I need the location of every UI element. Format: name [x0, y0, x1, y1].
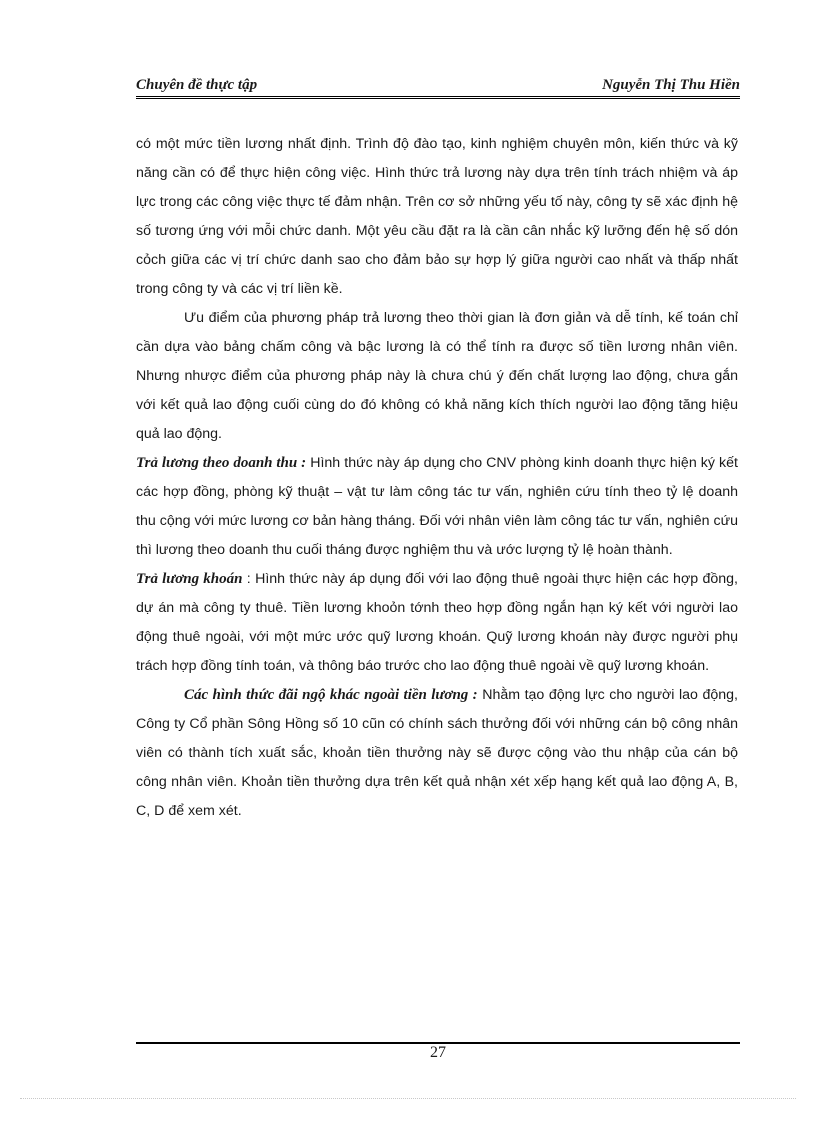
page-number: 27 — [430, 1044, 446, 1061]
header-title: Chuyên đề thực tập — [136, 77, 258, 93]
paragraph-3 — [136, 449, 738, 565]
paragraph-1: có một mức tiền lương nhất định. Trình độ đào tạo, kinh nghiệm chuyên môn, kiến thức và kỹ năng cần có để thực hiện công việc. Hình thức trả lương này dựa trên tính trách nhiệm và áp lực trong các công việc thực tế đảm nhận. Trên cơ sở những yếu tố này, công ty sẽ xác định hệ số tương ứng với mỗi chức danh. Một yêu cầu đặt ra là cần cân nhắc kỹ lưỡng đến hệ số dón cỏch giữa các vị trí chức danh sao cho đảm bảo sự hợp lý giữa người cao nhất và thấp nhất trong công ty và các vị trí liền kề. — [136, 136, 738, 297]
paragraph-3-text: Hình thức này áp dụng cho CNV phòng kinh doanh thực hiện ký kết các hợp đồng, phòng kỹ thuật – vật tư làm công tác tư vấn, nghiên cứu tính theo tỷ lệ doanh thu cộng với mức lương cơ bản hàng tháng. Đối với nhân viên làm công tác tư vấn, nghiên cứu thì lương theo doanh thu cuối tháng được nghiệm thu và ước lượng tỷ lệ hoàn thành. — [136, 455, 738, 558]
document-body — [136, 130, 738, 826]
page-header — [136, 70, 740, 99]
paragraph-5 — [136, 681, 738, 826]
paragraph-5-text: Nhằm tạo động lực cho người lao động, Công ty Cổ phần Sông Hồng số 10 cũn có chính sách thưởng đối với những cán bộ công nhân viên có thành tích xuất sắc, khoản tiền thưởng này sẽ được cộng vào thu nhập của cán bộ công nhân viên. Khoản tiền thưởng dựa trên kết quả nhận xét xếp hạng kết quả lao động A, B, C, D để xem xét. — [136, 687, 738, 819]
paragraph-2: Ưu điểm của phương pháp trả lương theo thời gian là đơn giản và dễ tính, kế toán chỉ cần dựa vào bảng chấm công và bậc lương là có thể tính ra được số tiền lương nhân viên. Nhưng nhược điểm của phương pháp này là chưa chú ý đến chất lượng lao động, chưa gắn với kết quả lao động cuối cùng do đó không có khả năng kích thích người lao động tăng hiệu quả lao động. — [136, 310, 738, 442]
paragraph-4-lead: Trả lương khoán — [136, 571, 243, 587]
page-bottom-border — [20, 1098, 796, 1099]
header-author: Nguyễn Thị Thu Hiền — [602, 77, 740, 93]
paragraph-4 — [136, 565, 738, 681]
paragraph-5-lead: Các hình thức đãi ngộ khác ngoài tiền lương : — [184, 687, 478, 703]
paragraph-4-text: : Hình thức này áp dụng đối với lao động thuê ngoài thực hiện các hợp đồng, dự án mà công ty thuê. Tiền lương khoỏn tớnh theo hợp đồng ngắn hạn ký kết với người lao động thuê ngoài, với một mức ước quỹ lương khoán. Quỹ lương khoán này được người phụ trách hợp đồng tính toán, và thông báo trước cho lao động thuê ngoài về quỹ lương khoán. — [136, 571, 738, 674]
paragraph-3-lead: Trả lương theo doanh thu : — [136, 455, 307, 471]
